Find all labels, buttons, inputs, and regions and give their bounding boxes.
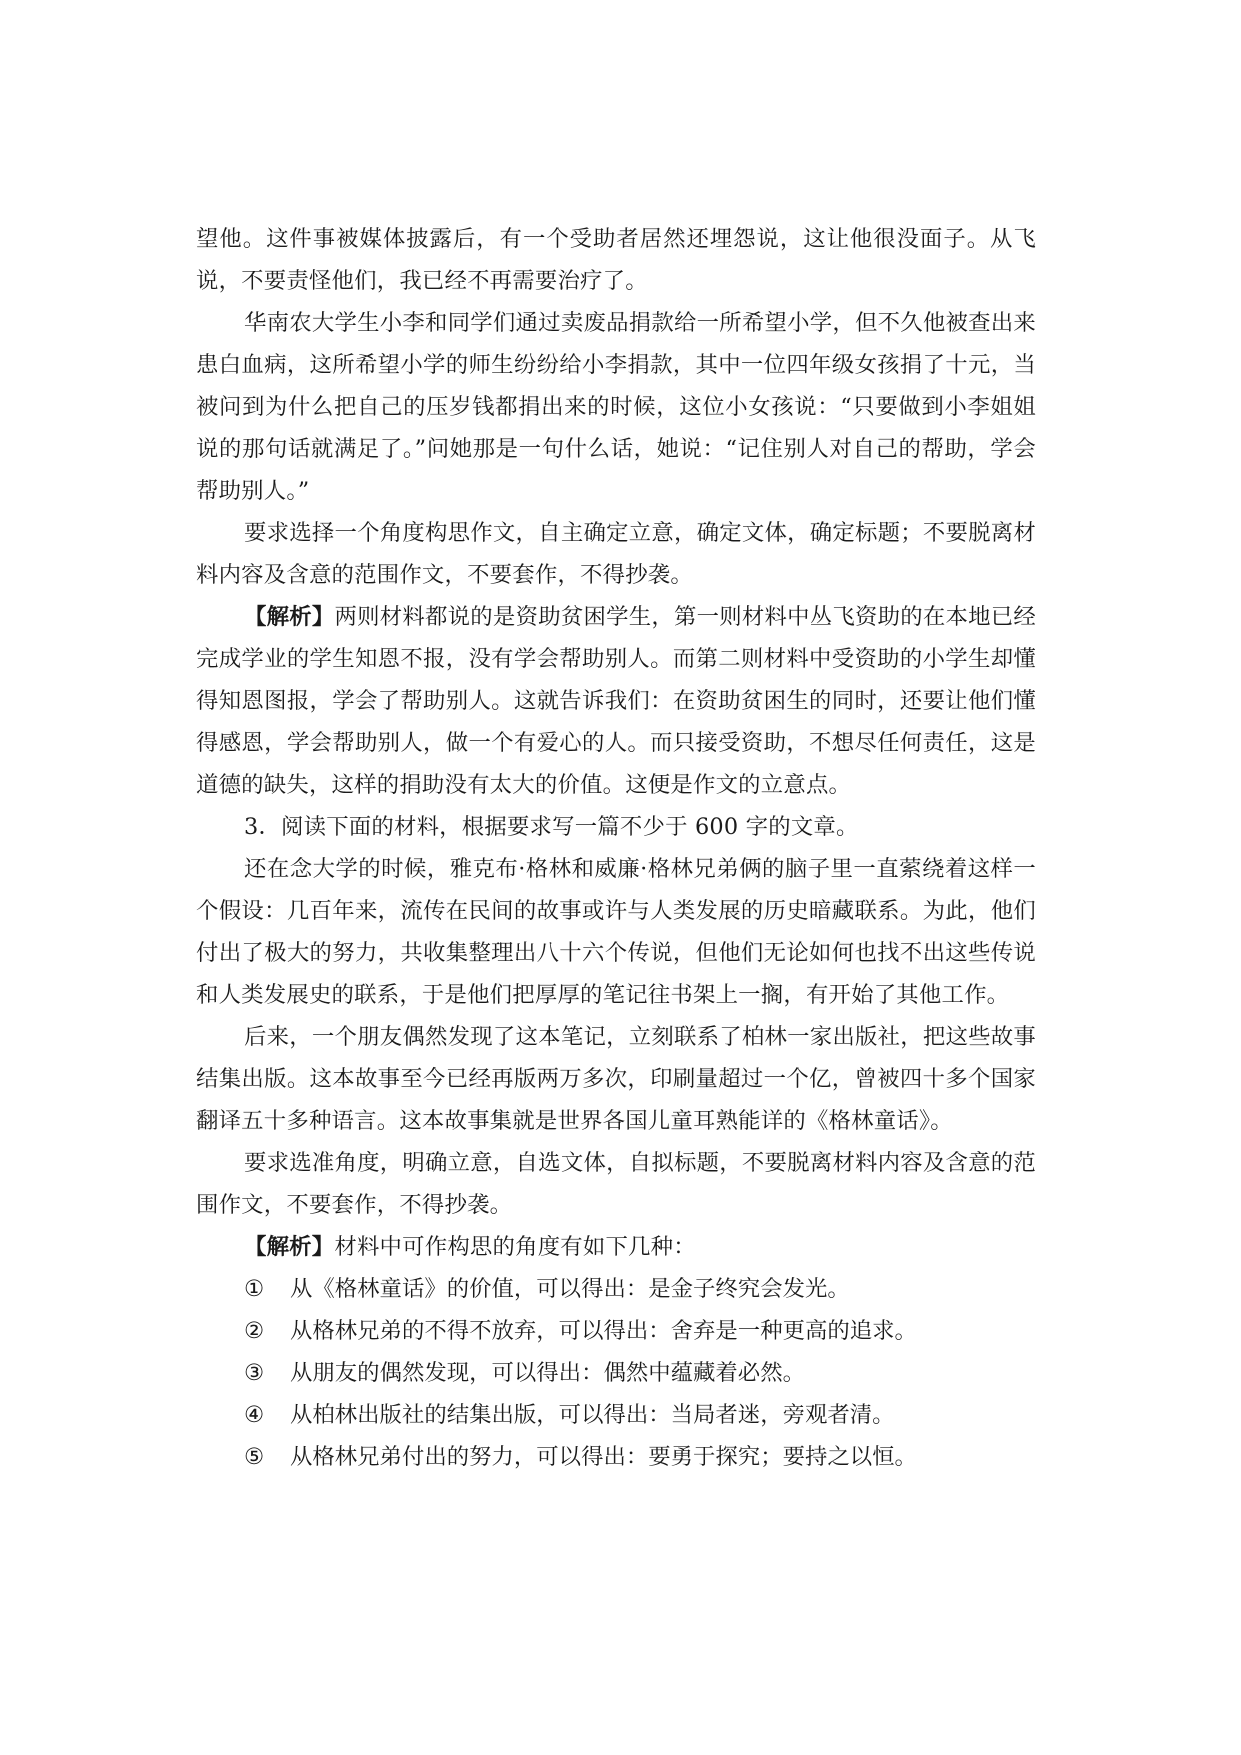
list-item-text: 从《格林童话》的价值，可以得出：是金子终究会发光。 [290,1276,850,1302]
paragraph-material-3a: 还在念大学的时候，雅克布·格林和威廉·格林兄弟俩的脑子里一直萦绕着这样一个假设：几百年来，流传在民间的故事或许与人类发展的历史暗藏联系。为此，他们付出了极大的努力，共收集整理出八十六个传说，但他们无论如何也找不出这些传说和人类发展史的联系，于是他们把厚厚的笔记往书架上一搁，有开始了其他工作。 [196,856,1036,1008]
list-item [196,1436,1036,1478]
paragraph-material-3b: 后来，一个朋友偶然发现了这本笔记，立刻联系了柏林一家出版社，把这些故事结集出版。这本故事至今已经再版两万多次，印刷量超过一个亿，曾被四十多个国家翻译五十多种语言。这本故事集就是世界各国儿童耳熟能详的《格林童话》。 [196,1024,1036,1134]
list-item [196,1352,1036,1394]
paragraph-analysis-2 [196,596,1036,806]
list-item [196,1394,1036,1436]
angle-list [196,1268,1036,1478]
list-item [196,1268,1036,1310]
list-item [196,1310,1036,1352]
question-3-prompt: 3．阅读下面的材料，根据要求写一篇不少于 600 字的文章。 [244,814,859,840]
list-item-number: ④ [244,1402,265,1428]
paragraph-material-two: 华南农大学生小李和同学们通过卖废品捐款给一所希望小学，但不久他被查出来患白血病，这所希望小学的师生纷纷给小李捐款，其中一位四年级女孩捐了十元，当被问到为什么把自己的压岁钱都捐出来的时候，这位小女孩说：“只要做到小李姐姐说的那句话就满足了。”问她那是一句什么话，她说：“记住别人对自己的帮助，学会帮助别人。” [196,310,1036,504]
list-item-text: 从格林兄弟的不得不放弃，可以得出：舍弃是一种更高的追求。 [290,1318,917,1344]
list-item-number: ② [244,1318,265,1344]
paragraph-continuation: 望他。这件事被媒体披露后，有一个受助者居然还埋怨说，这让他很没面子。从飞说，不要责怪他们，我已经不再需要治疗了。 [196,226,1036,294]
document-page [196,218,1036,1478]
list-item-number: ③ [244,1360,265,1386]
list-item-text: 从格林兄弟付出的努力，可以得出：要勇于探究；要持之以恒。 [290,1444,917,1470]
list-item-number: ⑤ [244,1444,265,1470]
paragraph-requirement-3: 要求选准角度，明确立意，自选文体，自拟标题，不要脱离材料内容及含意的范围作文，不要套作，不得抄袭。 [196,1150,1036,1218]
analysis-tag: 【解析】 [244,1234,335,1260]
list-item-text: 从柏林出版社的结集出版，可以得出：当局者迷，旁观者清。 [290,1402,895,1428]
paragraph-requirement-2: 要求选择一个角度构思作文，自主确定立意，确定文体，确定标题；不要脱离材料内容及含意的范围作文，不要套作，不得抄袭。 [196,520,1036,588]
analysis-text: 材料中可作构思的角度有如下几种： [334,1234,696,1260]
paragraph-analysis-3 [196,1226,1036,1268]
list-item-text: 从朋友的偶然发现，可以得出：偶然中蕴藏着必然。 [290,1360,805,1386]
list-item-number: ① [244,1276,265,1302]
analysis-tag: 【解析】 [244,604,335,630]
analysis-text: 两则材料都说的是资助贫困学生，第一则材料中丛飞资助的在本地已经完成学业的学生知恩不报，没有学会帮助别人。而第二则材料中受资助的小学生却懂得知恩图报，学会了帮助别人。这就告诉我们：在资助贫困生的同时，还要让他们懂得感恩，学会帮助别人，做一个有爱心的人。而只接受资助，不想尽任何责任，这是道德的缺失，这样的捐助没有太大的价值。这便是作文的立意点。 [196,604,1036,798]
